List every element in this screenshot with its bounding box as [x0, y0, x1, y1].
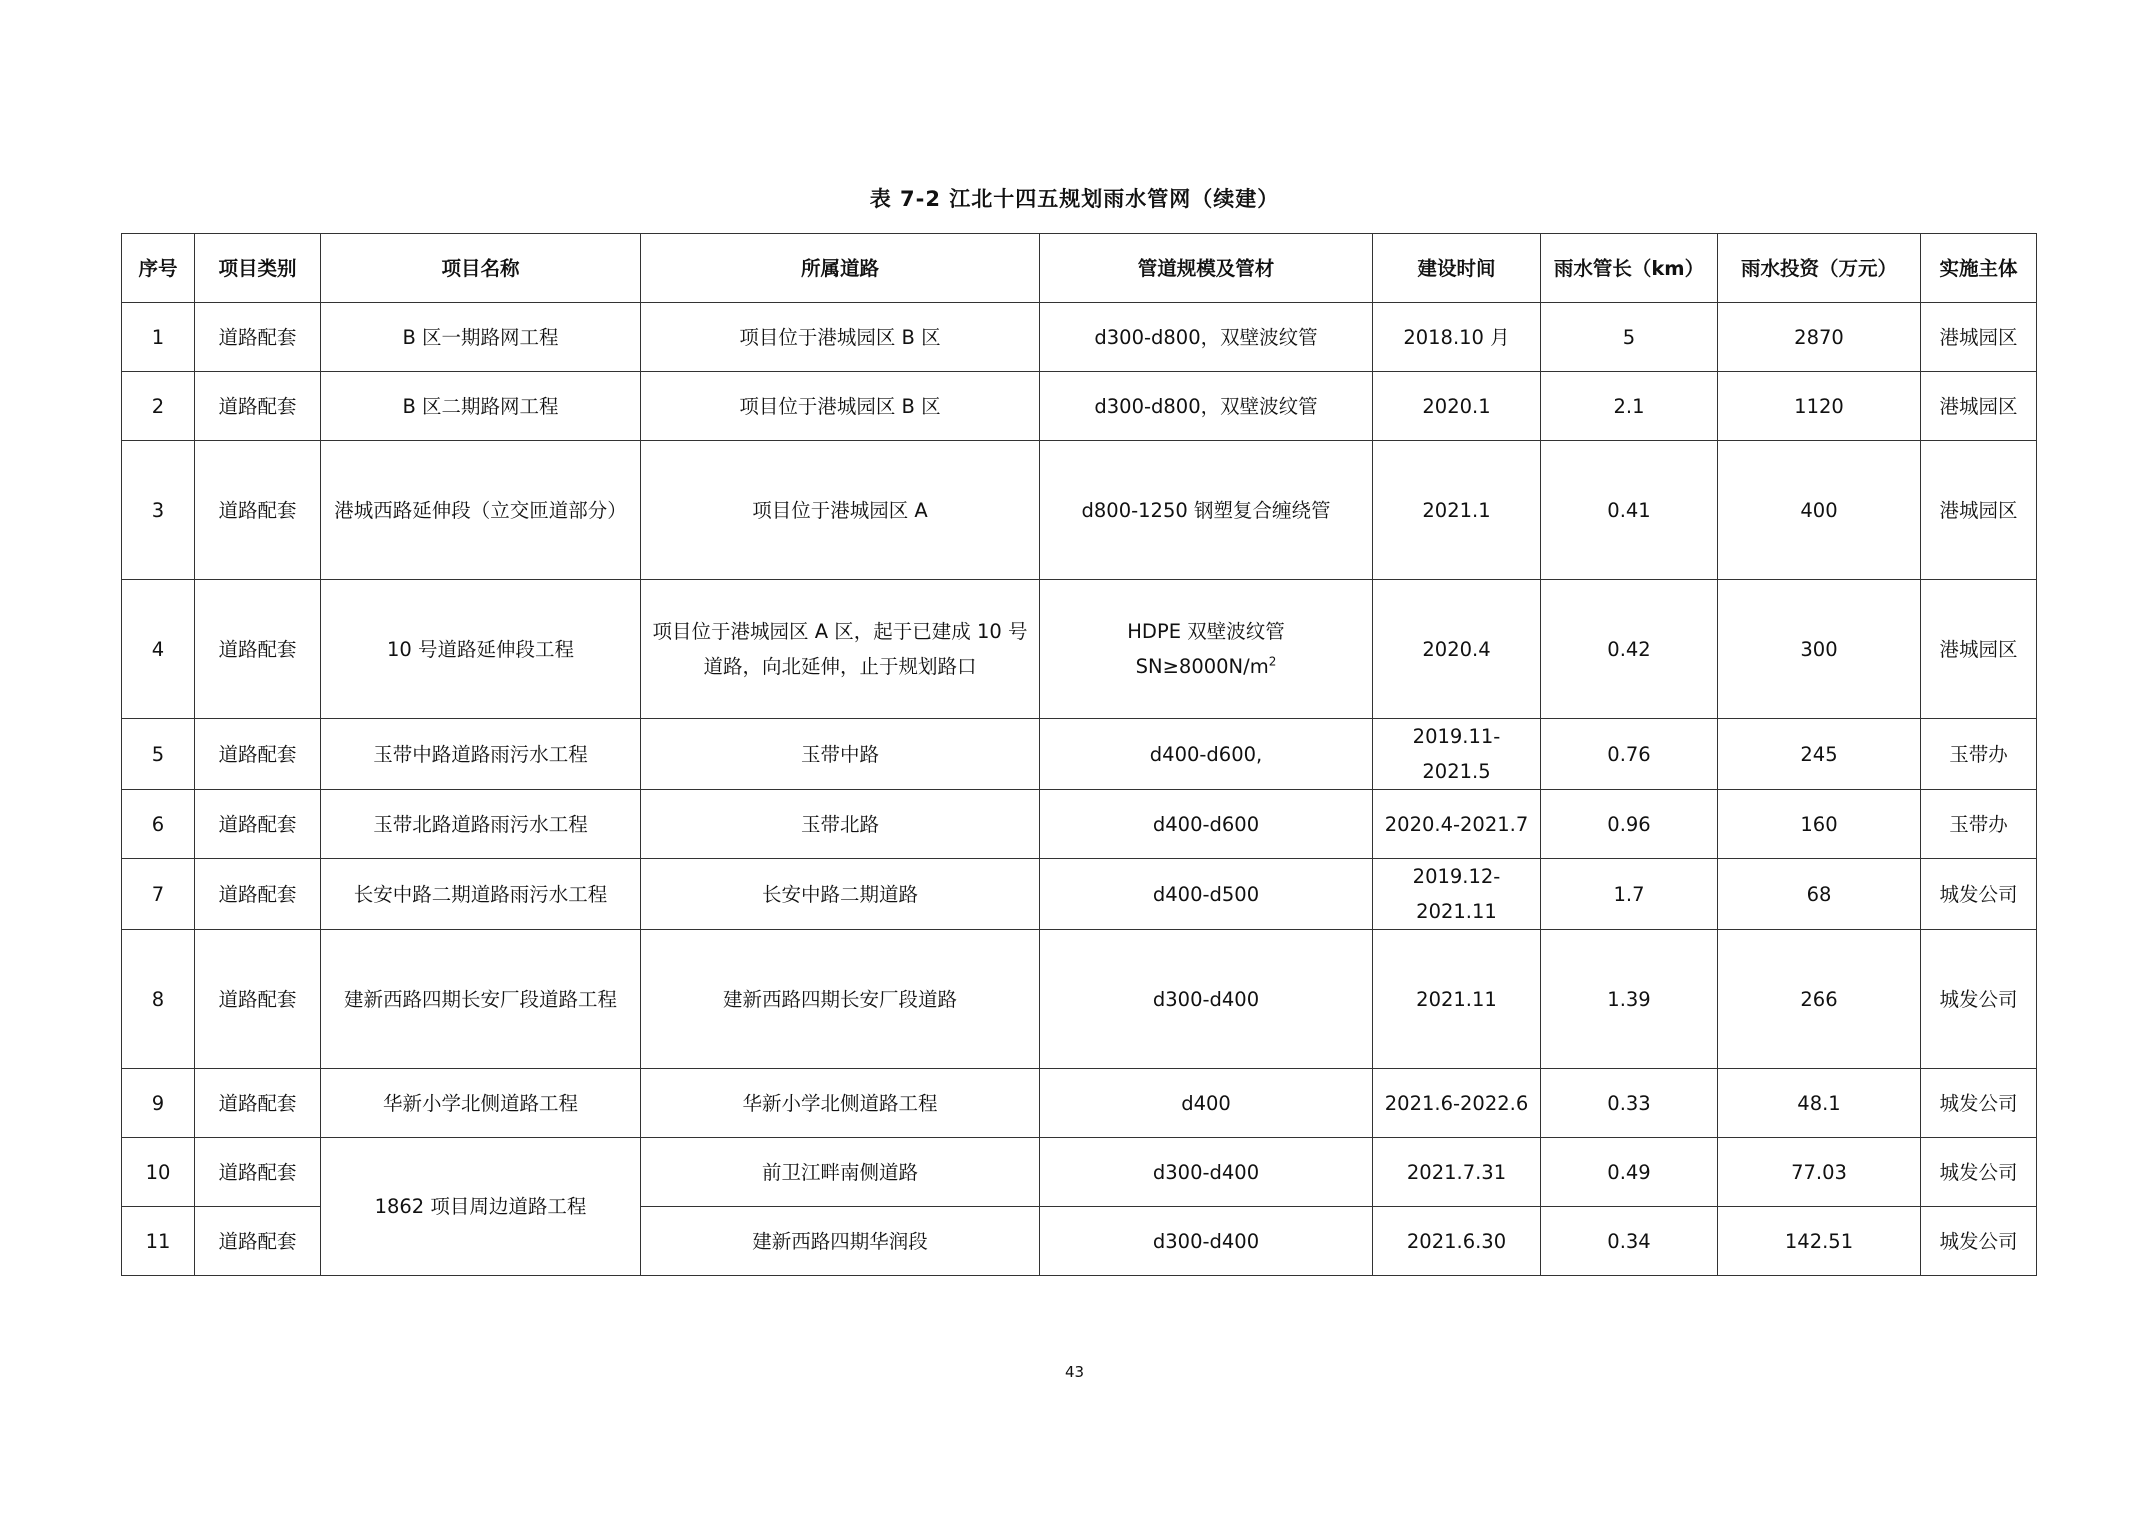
cell-time: 2020.1 — [1373, 372, 1541, 441]
cell-entity: 城发公司 — [1921, 859, 2037, 930]
table-row — [122, 580, 2037, 719]
cell-entity: 玉带办 — [1921, 719, 2037, 790]
header-cell: 项目类别 — [195, 234, 321, 303]
cell-category: 道路配套 — [195, 1138, 321, 1207]
cell-invest: 300 — [1718, 580, 1921, 719]
header-cell: 雨水投资（万元） — [1718, 234, 1921, 303]
cell-time: 2021.1 — [1373, 441, 1541, 580]
cell-time: 2021.6.30 — [1373, 1207, 1541, 1276]
cell-no: 2 — [122, 372, 195, 441]
cell-road: 玉带中路 — [641, 719, 1040, 790]
cell-entity: 城发公司 — [1921, 1207, 2037, 1276]
cell-pipe: d400 — [1040, 1069, 1373, 1138]
cell-name: 长安中路二期道路雨污水工程 — [321, 859, 641, 930]
cell-road: 建新西路四期长安厂段道路 — [641, 930, 1040, 1069]
cell-category: 道路配套 — [195, 372, 321, 441]
cell-pipe: d300-d400 — [1040, 930, 1373, 1069]
cell-time: 2019.11-2021.5 — [1373, 719, 1541, 790]
cell-entity: 港城园区 — [1921, 372, 2037, 441]
cell-road: 项目位于港城园区 A 区，起于已建成 10 号道路，向北延伸，止于规划路口 — [641, 580, 1040, 719]
cell-no: 11 — [122, 1207, 195, 1276]
stormwater-pipe-table — [121, 233, 2037, 1276]
cell-length: 0.49 — [1541, 1138, 1718, 1207]
page-number: 43 — [1064, 1363, 1085, 1381]
cell-length: 0.42 — [1541, 580, 1718, 719]
cell-length: 0.34 — [1541, 1207, 1718, 1276]
cell-no: 6 — [122, 790, 195, 859]
cell-no: 1 — [122, 303, 195, 372]
table-row — [122, 303, 2037, 372]
cell-pipe: d300-d800，双壁波纹管 — [1040, 303, 1373, 372]
cell-invest: 160 — [1718, 790, 1921, 859]
cell-name: 10 号道路延伸段工程 — [321, 580, 641, 719]
cell-invest: 1120 — [1718, 372, 1921, 441]
cell-invest: 68 — [1718, 859, 1921, 930]
cell-no: 10 — [122, 1138, 195, 1207]
cell-name: 玉带中路道路雨污水工程 — [321, 719, 641, 790]
cell-category: 道路配套 — [195, 1207, 321, 1276]
cell-pipe: d400-d600 — [1040, 790, 1373, 859]
cell-length: 0.76 — [1541, 719, 1718, 790]
cell-length: 1.39 — [1541, 930, 1718, 1069]
cell-road: 玉带北路 — [641, 790, 1040, 859]
cell-time: 2018.10 月 — [1373, 303, 1541, 372]
cell-road: 项目位于港城园区 B 区 — [641, 372, 1040, 441]
cell-time: 2021.6-2022.6 — [1373, 1069, 1541, 1138]
header-cell: 管道规模及管材 — [1040, 234, 1373, 303]
table-row — [122, 719, 2037, 790]
cell-category: 道路配套 — [195, 580, 321, 719]
cell-length: 0.33 — [1541, 1069, 1718, 1138]
cell-pipe: d300-d400 — [1040, 1138, 1373, 1207]
header-cell: 雨水管长（km） — [1541, 234, 1718, 303]
cell-invest: 142.51 — [1718, 1207, 1921, 1276]
cell-category: 道路配套 — [195, 1069, 321, 1138]
table-row — [122, 930, 2037, 1069]
header-cell: 序号 — [122, 234, 195, 303]
cell-name: 建新西路四期长安厂段道路工程 — [321, 930, 641, 1069]
cell-name: 港城西路延伸段（立交匝道部分） — [321, 441, 641, 580]
header-cell: 所属道路 — [641, 234, 1040, 303]
table-row — [122, 859, 2037, 930]
cell-no: 3 — [122, 441, 195, 580]
cell-entity: 城发公司 — [1921, 930, 2037, 1069]
cell-length: 1.7 — [1541, 859, 1718, 930]
cell-time: 2021.7.31 — [1373, 1138, 1541, 1207]
table-row — [122, 441, 2037, 580]
cell-length: 0.41 — [1541, 441, 1718, 580]
cell-no: 8 — [122, 930, 195, 1069]
cell-road: 前卫江畔南侧道路 — [641, 1138, 1040, 1207]
cell-road: 项目位于港城园区 A — [641, 441, 1040, 580]
cell-name: 玉带北路道路雨污水工程 — [321, 790, 641, 859]
cell-entity: 城发公司 — [1921, 1138, 2037, 1207]
cell-category: 道路配套 — [195, 859, 321, 930]
cell-name: B 区二期路网工程 — [321, 372, 641, 441]
cell-invest: 245 — [1718, 719, 1921, 790]
header-cell: 项目名称 — [321, 234, 641, 303]
cell-category: 道路配套 — [195, 303, 321, 372]
table-row — [122, 790, 2037, 859]
cell-category: 道路配套 — [195, 441, 321, 580]
cell-invest: 77.03 — [1718, 1138, 1921, 1207]
cell-entity: 港城园区 — [1921, 441, 2037, 580]
cell-invest: 266 — [1718, 930, 1921, 1069]
cell-length: 2.1 — [1541, 372, 1718, 441]
cell-pipe: d300-d800，双壁波纹管 — [1040, 372, 1373, 441]
cell-time: 2021.11 — [1373, 930, 1541, 1069]
cell-road: 华新小学北侧道路工程 — [641, 1069, 1040, 1138]
pipe-superscript: 2 — [1268, 654, 1277, 669]
pipe-text: HDPE 双壁波纹管 SN≥8000N/m — [1127, 620, 1305, 678]
cell-pipe: d300-d400 — [1040, 1207, 1373, 1276]
cell-invest: 48.1 — [1718, 1069, 1921, 1138]
cell-length: 0.96 — [1541, 790, 1718, 859]
cell-road: 项目位于港城园区 B 区 — [641, 303, 1040, 372]
header-cell: 实施主体 — [1921, 234, 2037, 303]
cell-pipe: d400-d500 — [1040, 859, 1373, 930]
cell-road: 长安中路二期道路 — [641, 859, 1040, 930]
table-row — [122, 372, 2037, 441]
cell-name: 1862 项目周边道路工程 — [321, 1138, 641, 1276]
cell-no: 9 — [122, 1069, 195, 1138]
cell-pipe: d400-d600, — [1040, 719, 1373, 790]
cell-category: 道路配套 — [195, 719, 321, 790]
table-row — [122, 1069, 2037, 1138]
cell-name: B 区一期路网工程 — [321, 303, 641, 372]
cell-time: 2019.12-2021.11 — [1373, 859, 1541, 930]
cell-category: 道路配套 — [195, 790, 321, 859]
header-cell: 建设时间 — [1373, 234, 1541, 303]
table-title: 表 7-2 江北十四五规划雨水管网（续建） — [869, 187, 1280, 211]
table-row — [122, 1138, 2037, 1207]
cell-entity: 港城园区 — [1921, 580, 2037, 719]
cell-no: 4 — [122, 580, 195, 719]
cell-pipe: d800-1250 钢塑复合缠绕管 — [1040, 441, 1373, 580]
cell-invest: 400 — [1718, 441, 1921, 580]
cell-entity: 玉带办 — [1921, 790, 2037, 859]
header-row — [122, 234, 2037, 303]
cell-no: 5 — [122, 719, 195, 790]
cell-time: 2020.4-2021.7 — [1373, 790, 1541, 859]
cell-length: 5 — [1541, 303, 1718, 372]
cell-road: 建新西路四期华润段 — [641, 1207, 1040, 1276]
cell-entity: 城发公司 — [1921, 1069, 2037, 1138]
cell-time: 2020.4 — [1373, 580, 1541, 719]
cell-pipe — [1040, 580, 1373, 719]
cell-name: 华新小学北侧道路工程 — [321, 1069, 641, 1138]
cell-no: 7 — [122, 859, 195, 930]
cell-entity: 港城园区 — [1921, 303, 2037, 372]
cell-invest: 2870 — [1718, 303, 1921, 372]
cell-category: 道路配套 — [195, 930, 321, 1069]
